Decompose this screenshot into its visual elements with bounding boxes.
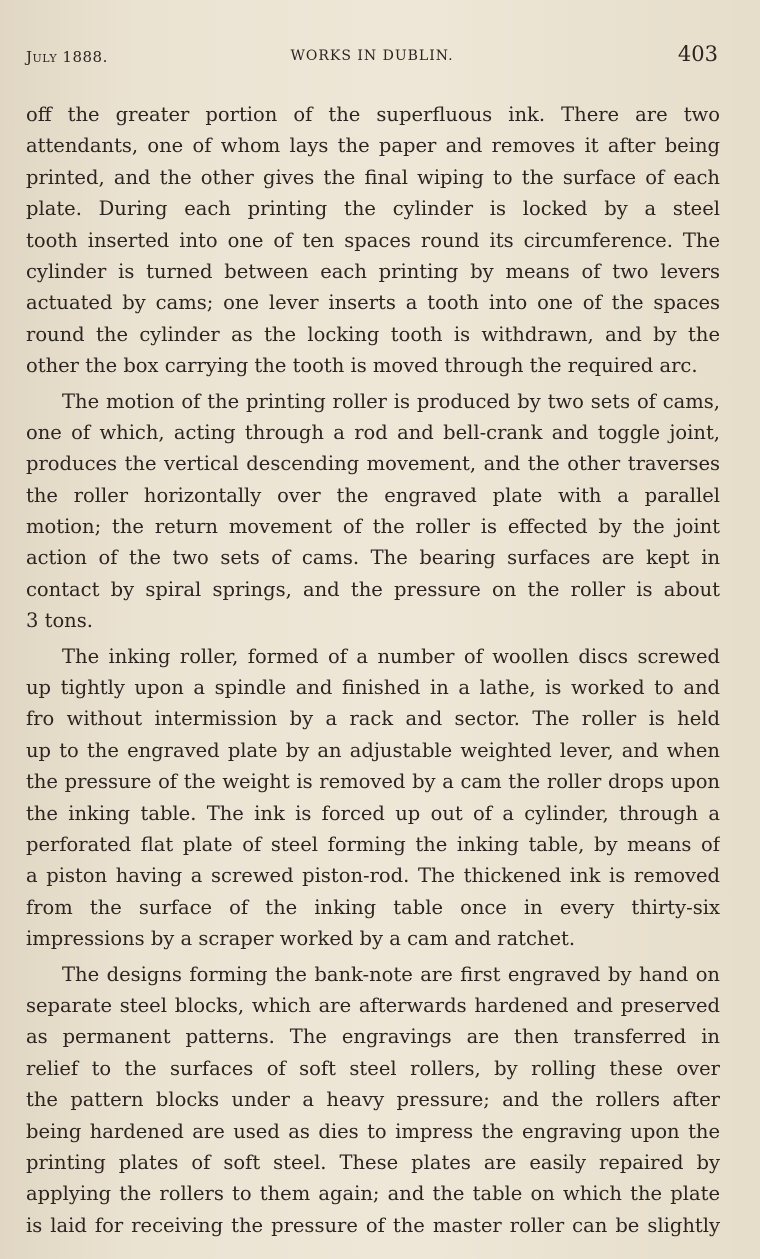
page-number: 403 [677,42,718,66]
running-header [26,42,718,72]
text-line: impressions by a scraper worked by a cam and ratchet. [26,927,576,951]
text-line: round the cylinder as the locking tooth is withdrawn, and by the [26,322,720,346]
text-line: produces the vertical descending movement, and the other traverses [26,452,720,476]
text-line: The motion of the printing roller is produced by two sets of cams, [62,389,720,413]
body-text [26,99,720,1241]
text-line: contact by spiral springs, and the pressure on the roller is about [26,577,720,601]
text-line: The inking roller, formed of a number of woollen discs screwed [62,644,720,668]
text-line: the pattern blocks under a heavy pressure; and the rollers after [26,1088,720,1112]
text-line: being hardened are used as dies to impress the engraving upon the [26,1119,720,1143]
text-line: applying the rollers to them again; and the table on which the plate [26,1182,720,1206]
text-line: the pressure of the weight is removed by a cam the roller drops upon [26,770,720,794]
text-line: the roller horizontally over the engraved plate with a parallel [26,483,720,507]
paragraph [26,99,720,382]
text-line: separate steel blocks, which are afterwards hardened and preserved [26,993,720,1017]
text-line: printed, and the other gives the final wiping to the surface of each [26,165,720,189]
text-line: perforated flat plate of steel forming the inking table, by means of [26,832,720,856]
text-line: tooth inserted into one of ten spaces round its circumference. The [26,228,720,252]
text-line: cylinder is turned between each printing by means of two levers [26,259,720,283]
paragraph [26,959,720,1242]
text-line: up tightly upon a spindle and finished in a lathe, is worked to and [26,676,720,700]
header-title: WORKS IN DUBLIN. [290,48,454,64]
text-line: up to the engraved plate by an adjustable weighted lever, and when [26,738,720,762]
text-line: from the surface of the inking table once in every thirty-six [26,895,720,919]
text-line: motion; the return movement of the roller is effected by the joint [26,515,720,539]
text-line: fro without intermission by a rack and sector. The roller is held [26,707,720,731]
text-line: action of the two sets of cams. The bearing surfaces are kept in [26,546,720,570]
text-line: 3 tons. [26,609,93,633]
text-line: off the greater portion of the superfluous ink. There are two [26,103,720,126]
text-line: one of which, acting through a rod and bell-crank and toggle joint, [26,420,720,444]
text-line: a piston having a screwed piston-rod. The thickened ink is removed [26,864,720,888]
text-line: plate. During each printing the cylinder is locked by a steel [26,197,720,221]
text-line: The designs forming the bank-note are first engraved by hand on [62,962,720,986]
text-line: actuated by cams; one lever inserts a tooth into one of the spaces [26,291,720,315]
header-date: July 1888. [26,48,108,66]
text-line: printing plates of soft steel. These plates are easily repaired by [26,1150,720,1174]
text-line: attendants, one of whom lays the paper and removes it after being [26,134,720,158]
text-line: as permanent patterns. The engravings are then transferred in [26,1025,720,1049]
text-line: the inking table. The ink is forced up out of a cylinder, through a [26,801,720,825]
text-line: is laid for receiving the pressure of the master roller can be slightly [26,1213,720,1237]
text-line: relief to the surfaces of soft steel rollers, by rolling these over [26,1056,720,1080]
paragraph [26,641,720,955]
paragraph [26,386,720,637]
text-line: other the box carrying the tooth is moved through the required arc. [26,354,698,378]
